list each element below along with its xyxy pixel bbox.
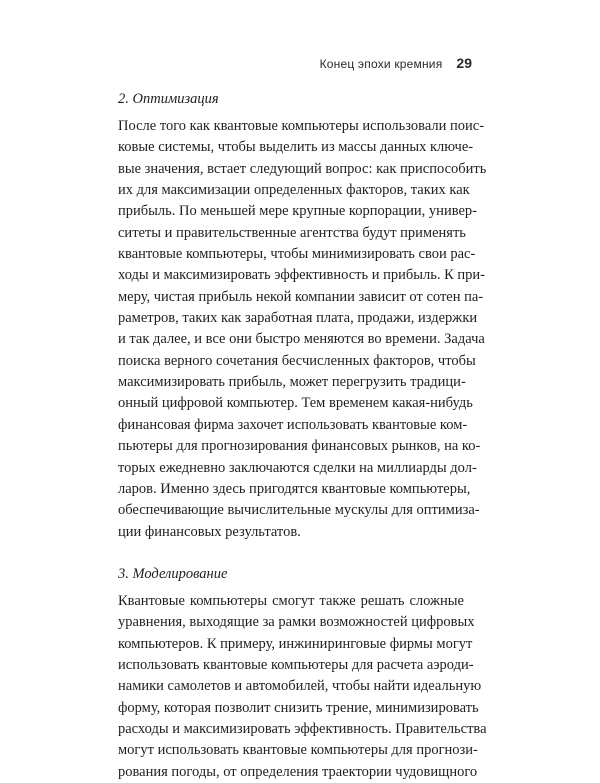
text-line: квантовые компьютеры, чтобы минимизировать свои рас- xyxy=(118,246,476,263)
text-line: вые значения, встает следующий вопрос: как приспособить xyxy=(118,160,487,177)
text-line: меру, чистая прибыль некой компании зависит от сотен па- xyxy=(118,288,484,305)
text-line: компьютеров. К примеру, инжиниринговые фирмы могут xyxy=(118,635,473,652)
text-line: раметров, таких как заработная плата, продажи, издержки xyxy=(118,310,478,327)
text-line: пьютеры для прогнозирования финансовых рынков, на ко- xyxy=(118,438,481,455)
text-line: ларов. Именно здесь пригодятся квантовые компьютеры, xyxy=(118,480,471,497)
text-line: рования погоды, от определения траектории чудовищного xyxy=(118,763,478,780)
section-heading-modeling: 3. Моделирование xyxy=(118,565,228,582)
text-line: их для максимизации определенных факторов, таких как xyxy=(118,182,470,199)
text-line: поиска верного сочетания бесчисленных факторов, чтобы xyxy=(118,352,476,369)
paragraph-optimization xyxy=(118,116,487,543)
text-line: финансовая фирма захочет использовать квантовые ком- xyxy=(118,416,468,433)
text-line: прибыль. По меньшей мере крупные корпорации, универ- xyxy=(118,203,477,220)
paragraph-modeling xyxy=(118,591,487,783)
text-line: могут использовать квантовые компьютеры для прогнози- xyxy=(118,742,478,759)
text-line: использовать квантовые компьютеры для расчета аэроди- xyxy=(118,656,474,673)
text-line: обеспечивающие вычислительные мускулы для оптимиза- xyxy=(118,502,480,519)
text-line: После того как квантовые компьютеры использовали поис- xyxy=(118,118,485,134)
text-line: ковые системы, чтобы выделить из массы данных ключе- xyxy=(118,139,474,156)
text-line: форму, которая позволит снизить трение, минимизировать xyxy=(118,699,479,716)
text-line: максимизировать прибыль, может перегрузить традици- xyxy=(118,374,466,391)
text-line: ции финансовых результатов. xyxy=(118,523,301,540)
text-column xyxy=(118,89,487,783)
page-number: 29 xyxy=(456,55,472,71)
running-head xyxy=(320,55,472,71)
text-line: ситеты и правительственные агентства будут применять xyxy=(118,224,466,241)
text-line: Квантовые компьютеры смогут также решать сложные xyxy=(118,592,464,609)
text-line: расходы и максимизировать эффективность. Правительства xyxy=(118,720,487,737)
text-line: уравнения, выходящие за рамки возможностей цифровых xyxy=(118,614,475,631)
text-line: и так далее, и все они быстро меняются во времени. Задача xyxy=(118,331,485,348)
section-heading-optimization: 2. Оптимизация xyxy=(118,91,219,107)
running-title: Конец эпохи кремния xyxy=(319,57,443,71)
text-line: онный цифровой компьютер. Тем временем какая-нибудь xyxy=(118,395,473,412)
text-line: ходы и максимизировать эффективность и прибыль. К при- xyxy=(118,267,485,284)
text-line: торых ежедневно заключаются сделки на миллиарды дол- xyxy=(118,459,477,476)
text-line: намики самолетов и автомобилей, чтобы найти идеальную xyxy=(118,678,482,695)
